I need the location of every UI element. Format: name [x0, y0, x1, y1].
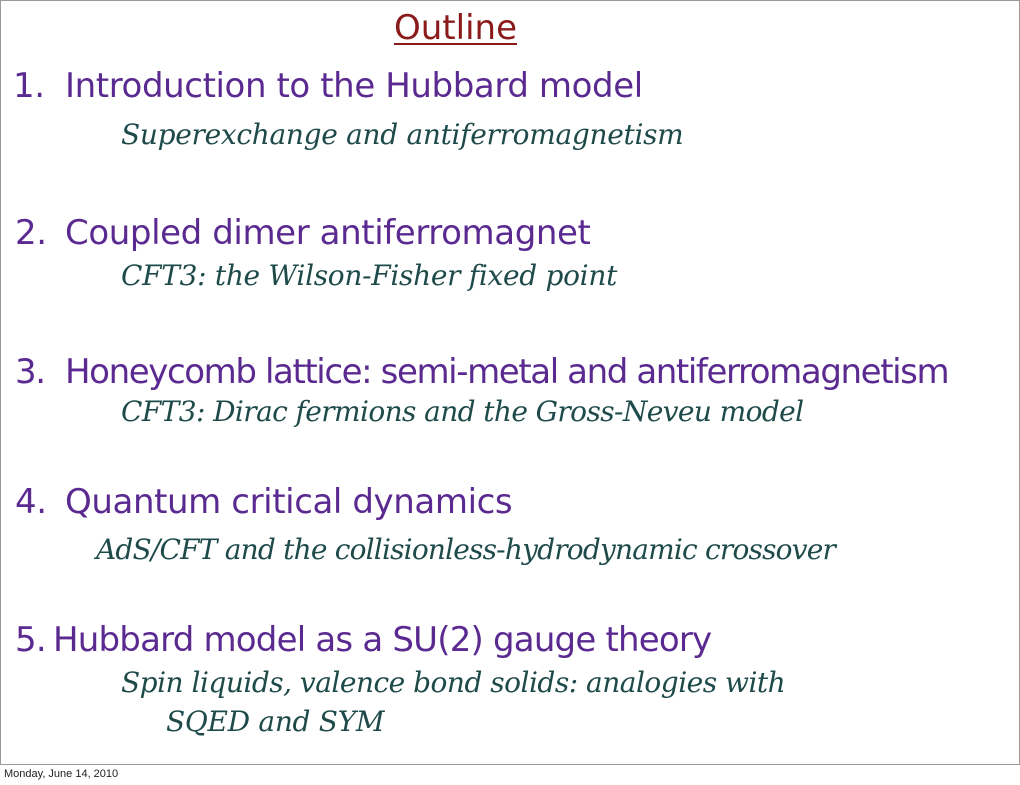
outline-item-2-number: 2. [15, 213, 47, 253]
outline-item-3-heading [15, 352, 949, 392]
outline-item-2-subtitle: CFT3: the Wilson-Fisher fixed point [121, 259, 618, 292]
outline-item-3-number: 3. [15, 352, 45, 392]
outline-item-3-subtitle: CFT3: Dirac fermions and the Gross-Neveu model [121, 395, 804, 428]
outline-item-2-heading [15, 213, 591, 253]
outline-item-4-number: 4. [15, 482, 47, 522]
outline-item-1-text: Introduction to the Hubbard model [65, 66, 643, 106]
outline-item-5-text: Hubbard model as a SU(2) gauge theory [53, 620, 712, 660]
outline-item-4-text: Quantum critical dynamics [65, 482, 513, 522]
outline-item-4-heading [15, 482, 513, 522]
slide-title: Outline [394, 8, 518, 48]
outline-item-4-subtitle: AdS/CFT and the collisionless-hydrodynamic crossover [96, 533, 836, 566]
slide-footer [0, 764, 1020, 785]
outline-item-5-subtitle-line-1: Spin liquids, valence bond solids: analogies with [121, 666, 786, 699]
outline-item-1-subtitle: Superexchange and antiferromagnetism [121, 118, 684, 151]
outline-item-5-number: 5. [15, 620, 46, 660]
outline-item-1-number: 1. [13, 66, 45, 106]
outline-item-5-subtitle-line-2: SQED and SYM [166, 705, 385, 738]
outline-item-5-heading [15, 620, 712, 660]
outline-item-3-text: Honeycomb lattice: semi-metal and antiferromagnetism [65, 352, 949, 392]
footer-date: Monday, June 14, 2010 [4, 768, 119, 780]
outline-item-2-text: Coupled dimer antiferromagnet [65, 213, 591, 253]
outline-item-1-heading [13, 66, 643, 106]
